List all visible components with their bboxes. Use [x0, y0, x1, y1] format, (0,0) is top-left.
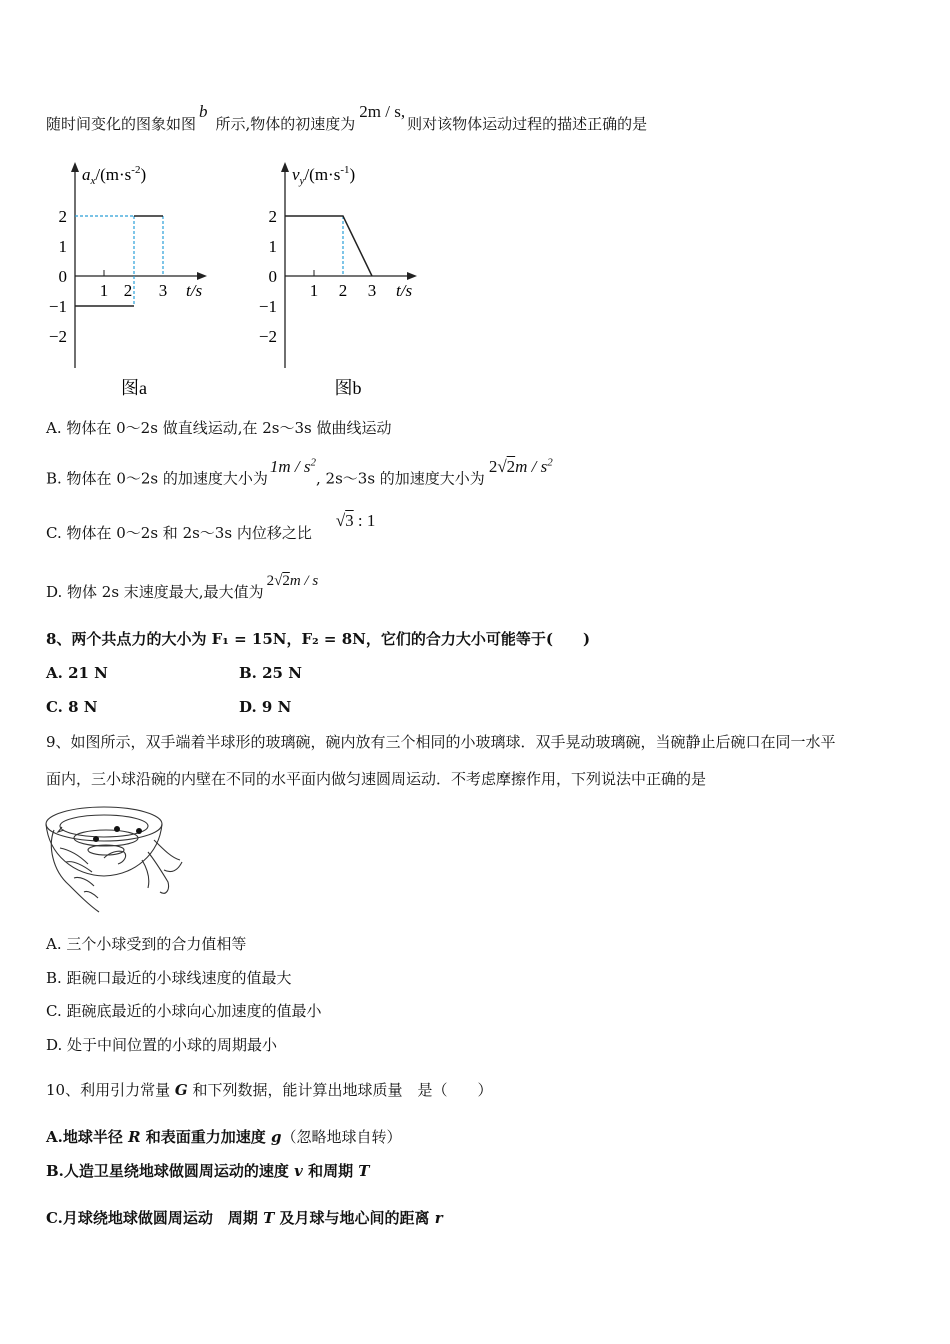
graph-b-xtick-2: 2 [338, 281, 348, 300]
graph-a-xtick-2: 2 [123, 281, 133, 300]
graph-b-caption: 图b [334, 378, 362, 398]
bowl-body [46, 824, 162, 876]
q10-stem-g: G [174, 1081, 188, 1099]
q10-option-b [46, 1161, 369, 1181]
q7-option-d-text: D. 物体 2s 末速度最大,最大值为 [46, 583, 264, 601]
graph-b-xtick-3: 3 [367, 281, 377, 300]
graph-b-ylabel: $v_y/(m\cdot s^{-1})$ [292, 164, 356, 187]
graph-b-velocity-line [285, 216, 372, 276]
q9-option-c: C. 距碗底最近的小球向心加速度的值最小 [46, 1002, 322, 1020]
graph-a-ytick-neg1: −1 [48, 297, 67, 316]
graph-a-ytick-neg2: −2 [48, 327, 67, 346]
q7-option-b [46, 456, 553, 489]
ball-top [136, 828, 142, 834]
q7-stem-part-c: 则对该物体运动过程的描述正确的是 [407, 115, 648, 133]
q7-stem-initial-speed: 2m / s, [359, 102, 406, 121]
bowl-illustration [44, 800, 189, 918]
thumb [104, 851, 126, 864]
q10-option-b-v: v [294, 1162, 303, 1180]
graph-a-xlabel: t/s [186, 281, 203, 300]
ball-orbit-top [60, 815, 148, 837]
graph-b [250, 158, 450, 403]
graph-a-x-arrow [197, 272, 207, 280]
q10-option-a-mid: 和表面重力加速度 [140, 1128, 272, 1146]
ball-middle [114, 826, 120, 832]
q8-option-c: C. 8 N [46, 698, 98, 716]
graph-b-y-arrow [281, 162, 289, 172]
graph-b-ytick-neg1: −1 [258, 297, 277, 316]
q7-option-c-ratio: √3 : 1 [335, 511, 376, 530]
graph-b-ytick-0: 0 [268, 267, 277, 286]
q8-option-b: B. 25 N [239, 664, 302, 682]
ball-bottom [93, 836, 99, 842]
q10-option-a-g: g [271, 1128, 282, 1146]
q10-option-c [46, 1208, 443, 1228]
q7-option-b-text: B. 物体在 0～2s 的加速度大小为 [46, 469, 268, 488]
q10-option-a-pre: A.地球半径 [46, 1128, 129, 1146]
q7-option-b-accel2: $2√2m / s^2$ [488, 456, 553, 476]
q7-option-b-mid: , 2s～3s 的加速度大小为 [316, 469, 485, 488]
q7-stem [46, 102, 648, 134]
q7-option-c [46, 511, 376, 543]
right-hand [142, 840, 182, 893]
q7-stem-part-b: 所示,物体的初速度为 [215, 115, 356, 133]
graph-b-xlabel: t/s [396, 281, 413, 300]
bowl-rim [46, 807, 162, 841]
q7-option-b-accel1: $1m / s^2$ [269, 456, 317, 476]
graph-b-ytick-neg2: −2 [258, 327, 277, 346]
q10-option-a-post: （忽略地球自转） [281, 1128, 402, 1146]
q9-stem-line2: 面内，三小球沿碗的内壁在不同的水平面内做匀速圆周运动．不考虑摩擦作用，下列说法中正确的是 [46, 770, 707, 788]
graph-a-ytick-2: 2 [58, 207, 67, 226]
graph-a-caption: 图a [121, 378, 147, 398]
q7-option-c-text: C. 物体在 0～2s 和 2s～3s 内位移之比 [46, 524, 312, 542]
q8-option-d: D. 9 N [239, 698, 292, 716]
q10-stem-part-b: 和下列数据，能计算出地球质量 是（ ） [187, 1081, 493, 1099]
q8-option-a: A. 21 N [46, 664, 108, 682]
q10-option-a [46, 1127, 402, 1147]
q9-option-d: D. 处于中间位置的小球的周期最小 [46, 1036, 278, 1054]
graph-b-xtick-1: 1 [309, 281, 319, 300]
graph-a-ylabel: $a_x/(m\cdot s^{-2})$ [82, 164, 147, 187]
left-hand [51, 830, 99, 912]
q10-option-b-mid: 和周期 [302, 1162, 359, 1180]
q10-option-a-r: R [128, 1128, 141, 1146]
q7-option-a: A. 物体在 0～2s 做直线运动,在 2s～3s 做曲线运动 [46, 419, 392, 437]
q9-stem-line1: 9、如图所示，双手端着半球形的玻璃碗，碗内放有三个相同的小玻璃球．双手晃动玻璃碗，当碗静止后碗口在同一水平 [46, 733, 836, 751]
graph-a-ytick-1: 1 [58, 237, 67, 256]
q7-stem-var-b: b [199, 102, 208, 121]
q10-stem-part-a: 10、利用引力常量 [46, 1081, 175, 1099]
q10-option-c-pre: C.月球绕地球做圆周运动 周期 [46, 1209, 264, 1227]
graph-b-ytick-1: 1 [268, 237, 277, 256]
q7-option-d-speed: 2√2m / s [266, 573, 319, 589]
graph-a-xtick-1: 1 [99, 281, 109, 300]
q8-stem: 8、两个共点力的大小为 F₁ = 15N，F₂ = 8N，它们的合力大小可能等于( ) [46, 630, 591, 648]
graph-b-ytick-2: 2 [268, 207, 277, 226]
graph-a [40, 158, 240, 403]
q9-option-b: B. 距碗口最近的小球线速度的值最大 [46, 969, 292, 987]
q7-option-d [46, 573, 319, 603]
graph-a-xtick-3: 3 [158, 281, 168, 300]
graph-b-x-arrow [407, 272, 417, 280]
q10-option-c-t: T [263, 1209, 275, 1227]
q10-option-c-mid: 及月球与地心间的距离 [274, 1209, 435, 1227]
ball-orbit-middle [74, 830, 138, 846]
graph-a-y-arrow [71, 162, 79, 172]
q10-option-b-t: T [358, 1162, 370, 1180]
orbit-arrow [58, 827, 64, 832]
q10-option-c-r: r [434, 1209, 443, 1227]
q10-stem [46, 1080, 492, 1100]
graph-a-ytick-0: 0 [58, 267, 67, 286]
q10-option-b-pre: B.人造卫星绕地球做圆周运动的速度 [46, 1162, 295, 1180]
q9-option-a: A. 三个小球受到的合力值相等 [46, 935, 247, 953]
q7-stem-part-a: 随时间变化的图象如图 [46, 115, 197, 133]
